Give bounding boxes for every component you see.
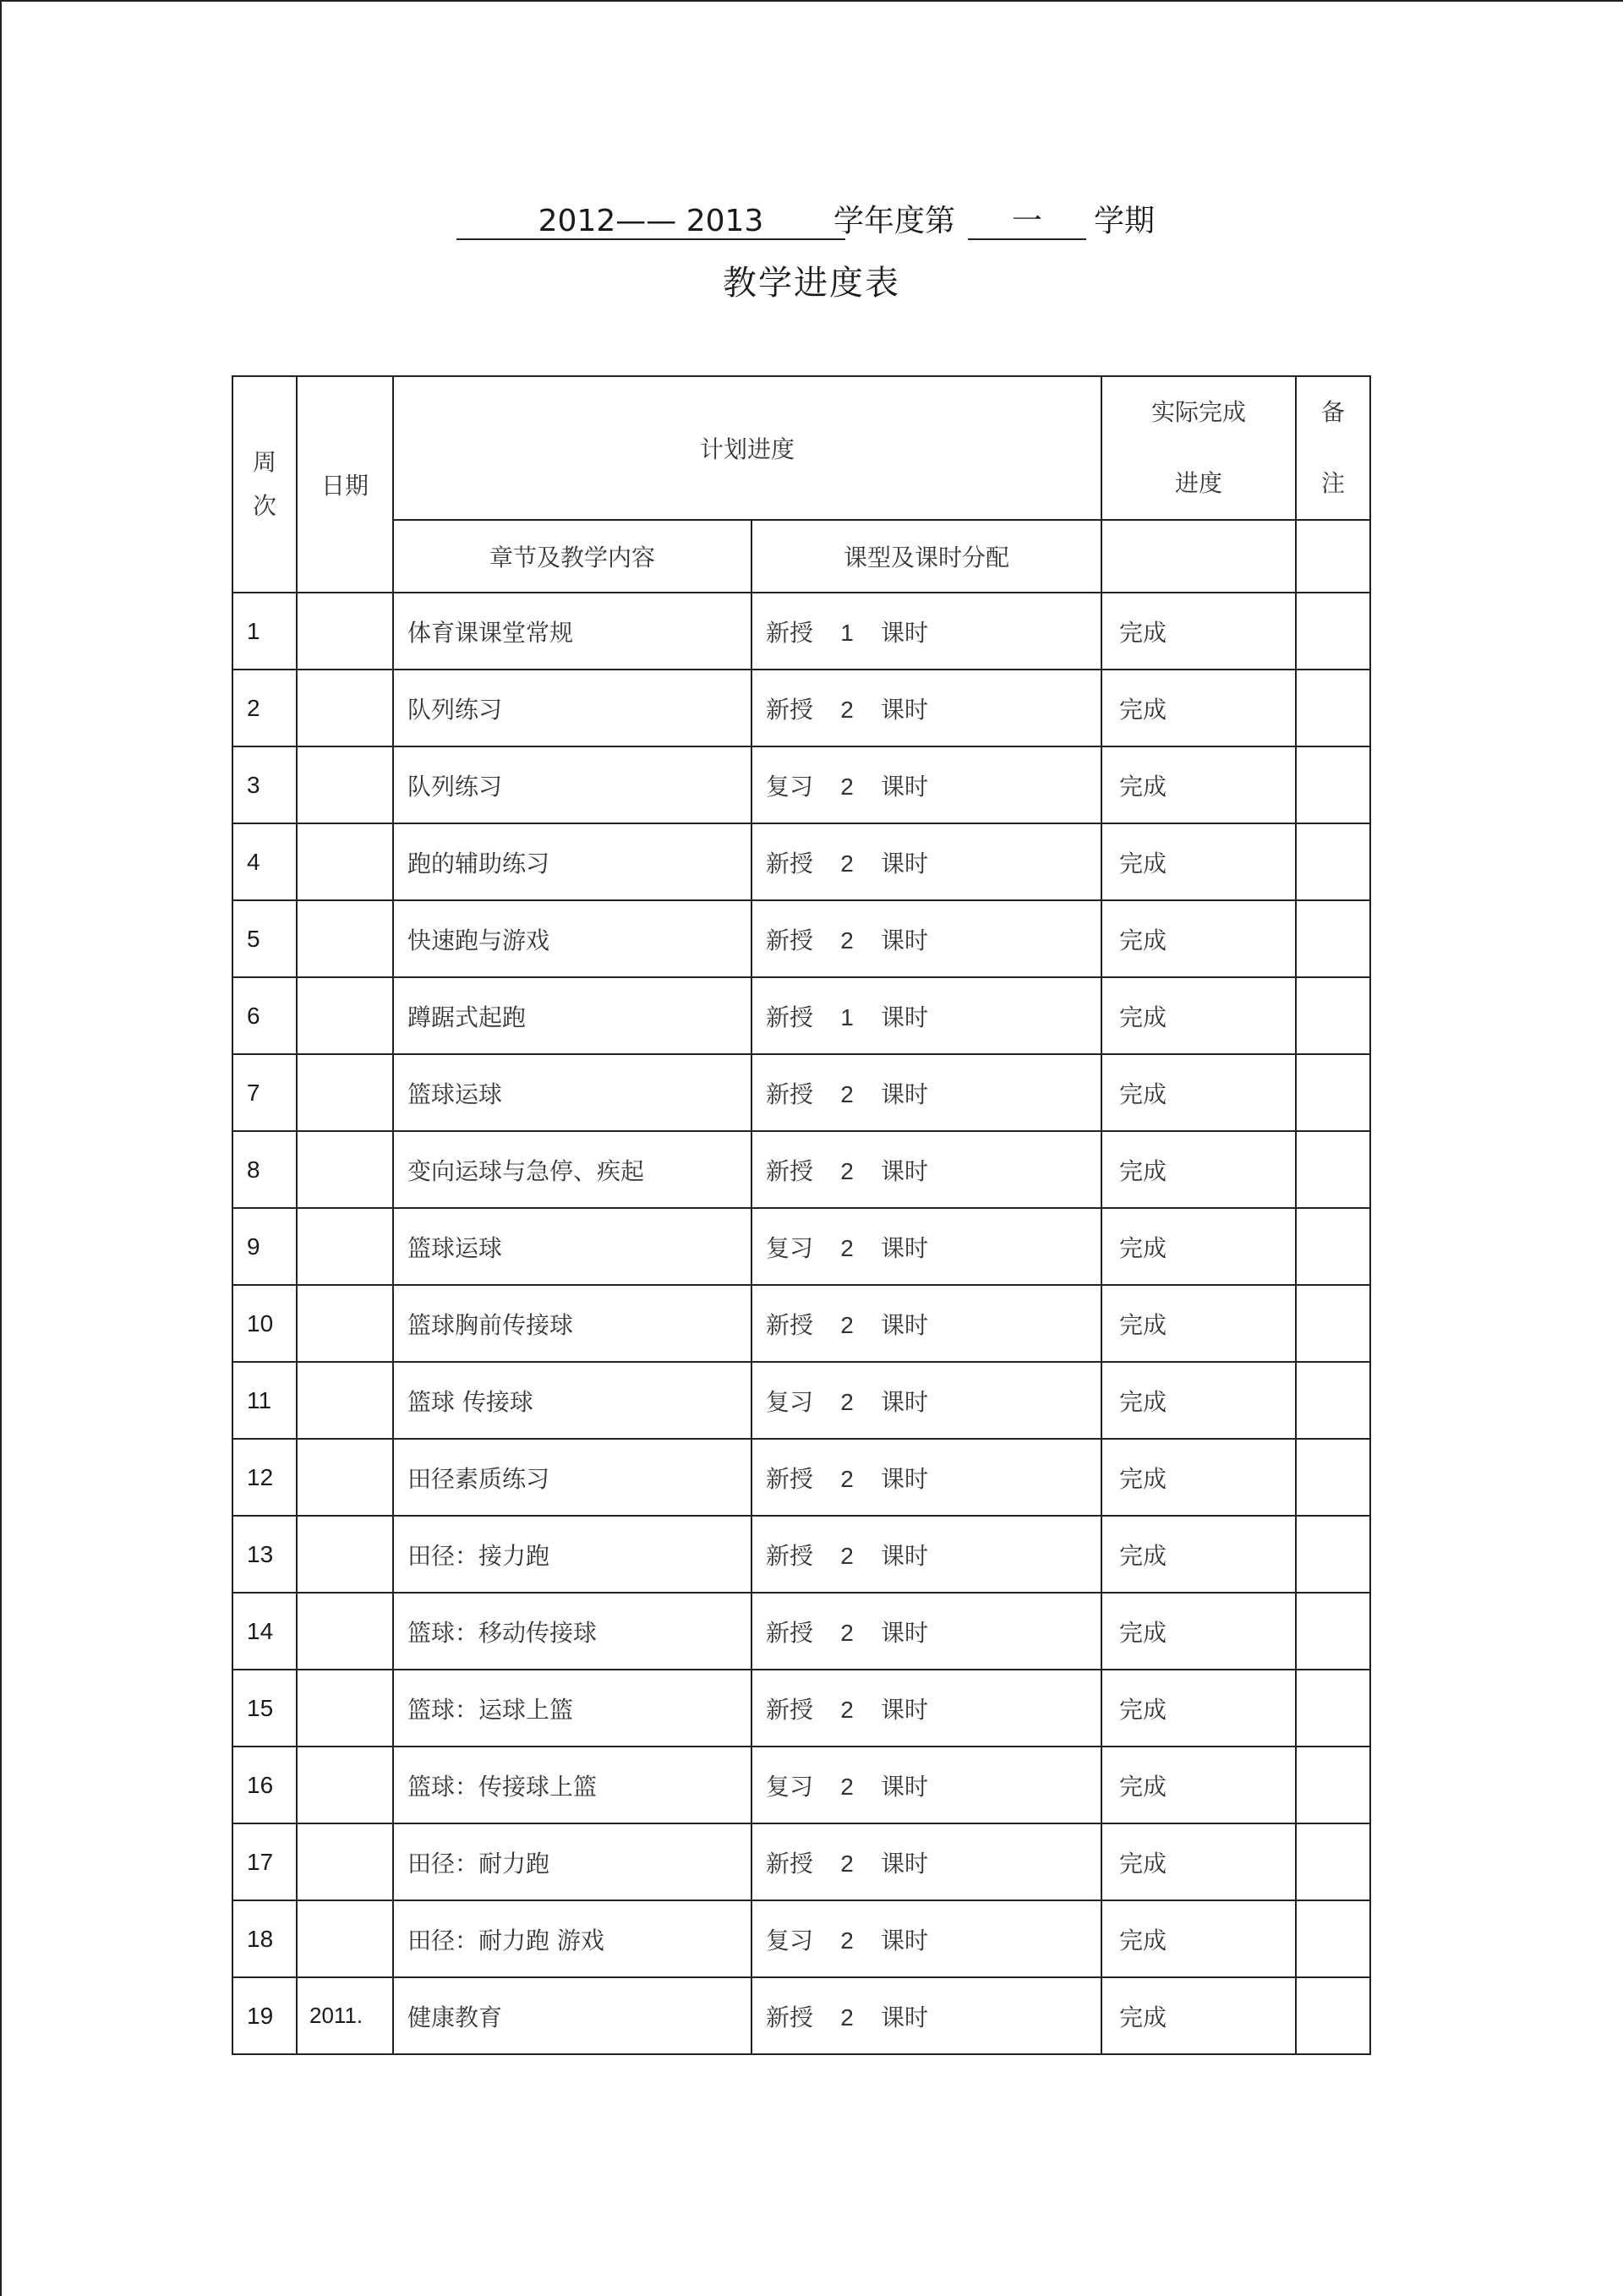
plan-header: 计划进度: [393, 376, 1101, 520]
table-row: [232, 1593, 1370, 1670]
content-cell: 篮球：运球上篮: [393, 1670, 751, 1747]
status-cell: 完成: [1101, 1823, 1296, 1900]
actual-progress-line2: 进度: [1174, 469, 1222, 497]
week-cell: 16: [232, 1747, 297, 1823]
content-cell: 篮球运球: [393, 1054, 751, 1131]
remark-cell: [1296, 1131, 1370, 1208]
content-cell: 篮球：传接球上篮: [393, 1747, 751, 1823]
lesson-type: 新授: [766, 1849, 814, 1878]
remark-cell: [1296, 670, 1370, 746]
lesson-type-header: 课型及课时分配: [751, 520, 1101, 593]
page-top-edge: [0, 0, 1623, 2]
lesson-type: 新授: [766, 1080, 814, 1108]
lesson-unit: 课时: [881, 1387, 929, 1416]
week-cell: 14: [232, 1593, 297, 1670]
lesson-cell: [751, 1439, 1101, 1516]
table-row: [232, 1362, 1370, 1439]
lesson-cell: [751, 1747, 1101, 1823]
lesson-hours: 2: [840, 1850, 854, 1877]
lesson-cell: [751, 1054, 1101, 1131]
date-cell: [297, 1362, 393, 1439]
lesson-hours: 2: [840, 1080, 854, 1107]
status-cell: 完成: [1101, 1900, 1296, 1977]
status-cell: 完成: [1101, 823, 1296, 900]
content-cell: 篮球：移动传接球: [393, 1593, 751, 1670]
lesson-hours: 2: [840, 850, 854, 877]
remark-cell: [1296, 977, 1370, 1054]
lesson-hours: 2: [840, 1619, 854, 1646]
page-title: 教学进度表: [723, 264, 900, 303]
lesson-hours: 2: [840, 1234, 854, 1261]
status-cell: 完成: [1101, 1977, 1296, 2054]
lesson-type: 新授: [766, 695, 814, 724]
lesson-type: 复习: [766, 772, 814, 801]
lesson-cell: [751, 1208, 1101, 1285]
content-cell: 篮球胸前传接球: [393, 1285, 751, 1362]
content-cell: 快速跑与游戏: [393, 900, 751, 977]
remark-cell: [1296, 1977, 1370, 2054]
remark-cell: [1296, 1900, 1370, 1977]
lesson-hours: 2: [840, 1542, 854, 1569]
lesson-type: 复习: [766, 1926, 814, 1954]
table-row: [232, 1131, 1370, 1208]
remark-cell: [1296, 1439, 1370, 1516]
content-cell: 田径：耐力跑: [393, 1823, 751, 1900]
table-row: [232, 977, 1370, 1054]
lesson-unit: 课时: [881, 1541, 929, 1570]
lesson-type: 新授: [766, 1156, 814, 1185]
lesson-unit: 课时: [881, 1310, 929, 1339]
date-cell: [297, 746, 393, 823]
lesson-cell: [751, 746, 1101, 823]
remark-cell: [1296, 746, 1370, 823]
week-cell: 9: [232, 1208, 297, 1285]
date-cell: [297, 1593, 393, 1670]
lesson-unit: 课时: [881, 1695, 929, 1724]
table-row: [232, 1439, 1370, 1516]
empty-header-cell: [1101, 520, 1296, 593]
week-cell: 1: [232, 593, 297, 670]
week-cell: 10: [232, 1285, 297, 1362]
lesson-hours: 2: [840, 2004, 854, 2031]
lesson-type: 新授: [766, 849, 814, 877]
content-cell: 队列练习: [393, 670, 751, 746]
remark-cell: [1296, 1516, 1370, 1593]
lesson-unit: 课时: [881, 1464, 929, 1493]
date-cell: [297, 1823, 393, 1900]
date-cell: [297, 1285, 393, 1362]
content-cell: 篮球运球: [393, 1208, 751, 1285]
table-row: [232, 1285, 1370, 1362]
lesson-unit: 课时: [881, 1003, 929, 1031]
remark-cell: [1296, 1285, 1370, 1362]
lesson-hours: 2: [840, 696, 854, 723]
date-cell: [297, 1208, 393, 1285]
lesson-type: 复习: [766, 1772, 814, 1801]
lesson-type: 新授: [766, 1003, 814, 1031]
lesson-unit: 课时: [881, 1233, 929, 1262]
lesson-cell: [751, 1285, 1101, 1362]
lesson-cell: [751, 1362, 1101, 1439]
date-cell: [297, 823, 393, 900]
remark-cell: [1296, 1823, 1370, 1900]
week-cell: 8: [232, 1131, 297, 1208]
lesson-type: 新授: [766, 1464, 814, 1493]
lesson-hours: 1: [840, 619, 854, 646]
table-row: [232, 823, 1370, 900]
status-cell: 完成: [1101, 900, 1296, 977]
status-cell: 完成: [1101, 1516, 1296, 1593]
week-cell: 4: [232, 823, 297, 900]
lesson-cell: [751, 1131, 1101, 1208]
lesson-unit: 课时: [881, 1772, 929, 1801]
week-cell: 12: [232, 1439, 297, 1516]
lesson-type: 复习: [766, 1233, 814, 1262]
lesson-hours: 2: [840, 927, 854, 954]
actual-progress-line1: 实际完成: [1150, 398, 1246, 426]
week-cell: 3: [232, 746, 297, 823]
week-cell: 19: [232, 1977, 297, 2054]
remark-cell: [1296, 900, 1370, 977]
content-cell: 健康教育: [393, 1977, 751, 2054]
lesson-type: 新授: [766, 1695, 814, 1724]
content-cell: 队列练习: [393, 746, 751, 823]
actual-progress-header: [1101, 376, 1296, 520]
lesson-hours: 2: [840, 1388, 854, 1415]
lesson-hours: 1: [840, 1003, 854, 1030]
remark-cell: [1296, 1208, 1370, 1285]
lesson-type: 新授: [766, 1310, 814, 1339]
lesson-unit: 课时: [881, 849, 929, 877]
date-cell: [297, 1054, 393, 1131]
week-cell: 17: [232, 1823, 297, 1900]
week-header: 周次: [232, 376, 297, 593]
status-cell: 完成: [1101, 1208, 1296, 1285]
empty-header-cell: [1296, 520, 1370, 593]
lesson-unit: 课时: [881, 1618, 929, 1647]
content-cell: 跑的辅助练习: [393, 823, 751, 900]
lesson-unit: 课时: [881, 1926, 929, 1954]
semester-heading: [456, 196, 1167, 247]
lesson-hours: 2: [840, 1696, 854, 1723]
status-cell: 完成: [1101, 1439, 1296, 1516]
status-cell: 完成: [1101, 1285, 1296, 1362]
lesson-type: 新授: [766, 926, 814, 954]
status-cell: 完成: [1101, 670, 1296, 746]
date-cell: [297, 1747, 393, 1823]
lesson-unit: 课时: [881, 2003, 929, 2031]
content-cell: 田径：接力跑: [393, 1516, 751, 1593]
table-row: [232, 1747, 1370, 1823]
lesson-cell: [751, 900, 1101, 977]
status-cell: 完成: [1101, 1747, 1296, 1823]
lesson-unit: 课时: [881, 618, 929, 647]
lesson-unit: 课时: [881, 1849, 929, 1878]
content-cell: 变向运球与急停、疾起: [393, 1131, 751, 1208]
remark-cell: [1296, 1747, 1370, 1823]
table-row: [232, 1823, 1370, 1900]
table-row: [232, 1516, 1370, 1593]
content-cell: 蹲踞式起跑: [393, 977, 751, 1054]
lesson-cell: [751, 1516, 1101, 1593]
lesson-type: 新授: [766, 1618, 814, 1647]
lesson-hours: 2: [840, 1465, 854, 1492]
status-cell: 完成: [1101, 1131, 1296, 1208]
status-cell: 完成: [1101, 1593, 1296, 1670]
week-cell: 18: [232, 1900, 297, 1977]
table-row: [232, 1900, 1370, 1977]
remark-cell: [1296, 823, 1370, 900]
remark-header: 备注: [1296, 376, 1370, 520]
lesson-type: 复习: [766, 1387, 814, 1416]
table-row: [232, 1054, 1370, 1131]
week-cell: 6: [232, 977, 297, 1054]
lesson-cell: [751, 1593, 1101, 1670]
status-cell: 完成: [1101, 1670, 1296, 1747]
school-year-label: 学年度第: [833, 204, 956, 238]
lesson-hours: 2: [840, 1311, 854, 1338]
date-cell: [297, 670, 393, 746]
table-row: [232, 746, 1370, 823]
lesson-hours: 2: [840, 773, 854, 800]
week-cell: 2: [232, 670, 297, 746]
lesson-hours: 2: [840, 1927, 854, 1954]
table-row: [232, 1977, 1370, 2054]
lesson-type: 新授: [766, 618, 814, 647]
week-cell: 7: [232, 1054, 297, 1131]
remark-cell: [1296, 1362, 1370, 1439]
lesson-cell: [751, 670, 1101, 746]
date-cell: [297, 900, 393, 977]
lesson-type: 新授: [766, 2003, 814, 2031]
lesson-cell: [751, 1670, 1101, 1747]
lesson-cell: [751, 1977, 1101, 2054]
date-cell: [297, 977, 393, 1054]
content-cell: 田径：耐力跑 游戏: [393, 1900, 751, 1977]
schedule-table: [232, 375, 1371, 2055]
status-cell: 完成: [1101, 1054, 1296, 1131]
lesson-unit: 课时: [881, 926, 929, 954]
lesson-hours: 2: [840, 1157, 854, 1184]
lesson-unit: 课时: [881, 1156, 929, 1185]
page-left-edge: [0, 0, 2, 2296]
date-cell: 2011.: [297, 1977, 393, 2054]
week-cell: 15: [232, 1670, 297, 1747]
table-row: [232, 670, 1370, 746]
week-cell: 11: [232, 1362, 297, 1439]
lesson-unit: 课时: [881, 772, 929, 801]
date-cell: [297, 1900, 393, 1977]
lesson-cell: [751, 1900, 1101, 1977]
date-header: 日期: [297, 376, 393, 593]
table-row: [232, 1670, 1370, 1747]
content-cell: 篮球 传接球: [393, 1362, 751, 1439]
lesson-unit: 课时: [881, 1080, 929, 1108]
date-cell: [297, 1670, 393, 1747]
school-year-field: 2012—— 2013: [456, 196, 845, 240]
chapter-header: 章节及教学内容: [393, 520, 751, 593]
lesson-type: 新授: [766, 1541, 814, 1570]
status-cell: 完成: [1101, 977, 1296, 1054]
week-cell: 13: [232, 1516, 297, 1593]
lesson-hours: 2: [840, 1773, 854, 1800]
date-cell: [297, 1516, 393, 1593]
lesson-unit: 课时: [881, 695, 929, 724]
table-row: [232, 1208, 1370, 1285]
content-cell: 田径素质练习: [393, 1439, 751, 1516]
lesson-cell: [751, 1823, 1101, 1900]
remark-cell: [1296, 593, 1370, 670]
remark-cell: [1296, 1593, 1370, 1670]
date-cell: [297, 1131, 393, 1208]
status-cell: 完成: [1101, 746, 1296, 823]
lesson-cell: [751, 977, 1101, 1054]
week-cell: 5: [232, 900, 297, 977]
date-cell: [297, 1439, 393, 1516]
lesson-cell: [751, 823, 1101, 900]
remark-cell: [1296, 1670, 1370, 1747]
semester-label: 学期: [1094, 204, 1156, 238]
date-cell: [297, 593, 393, 670]
table-row: [232, 900, 1370, 977]
content-cell: 体育课课堂常规: [393, 593, 751, 670]
remark-cell: [1296, 1054, 1370, 1131]
status-cell: 完成: [1101, 593, 1296, 670]
status-cell: 完成: [1101, 1362, 1296, 1439]
table-row: [232, 593, 1370, 670]
semester-field: 一: [968, 196, 1086, 240]
lesson-cell: [751, 593, 1101, 670]
